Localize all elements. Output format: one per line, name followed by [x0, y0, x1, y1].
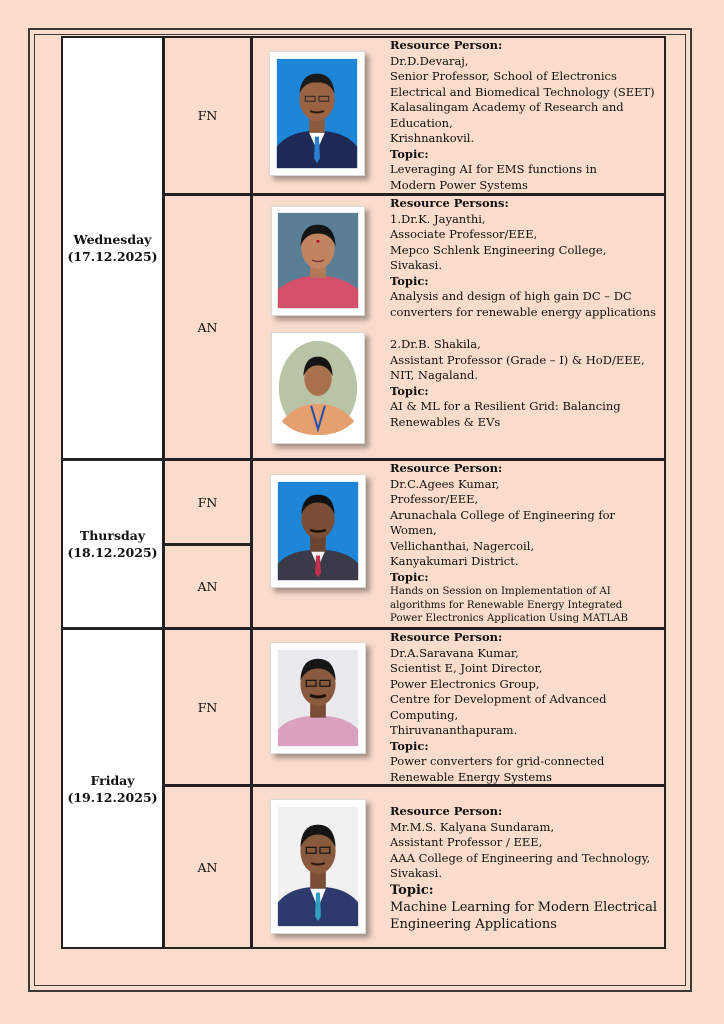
day-date: (18.12.2025) [67, 545, 158, 560]
info-line: Vellichanthai, Nagercoil, [390, 538, 535, 553]
info-line: Women, [390, 523, 437, 537]
speaker-photo-kalyana-sundaram [270, 799, 366, 934]
topic-heading: Topic: [390, 882, 434, 898]
speaker-photo-devaraj [269, 51, 365, 176]
topic-line: Renewable Energy Systems [390, 769, 553, 784]
day-cell-thursday [61, 459, 164, 629]
session-fn-thursday [163, 459, 252, 545]
resource-person-heading: Resource Person: [390, 630, 503, 644]
topic-line: Machine Learning for Modern Electrical [390, 899, 657, 915]
info-line: Dr.A.Saravana Kumar, [390, 645, 519, 660]
resource-person-heading: Resource Person: [390, 461, 503, 475]
day-date: (17.12.2025) [67, 249, 158, 264]
resource-persons-heading: Resource Persons: [390, 196, 509, 210]
info-line: Computing, [390, 707, 459, 722]
info-line: Arunachala College of Engineering for [390, 507, 616, 522]
session-label: FN [197, 494, 218, 510]
info-line: Centre for Development of Advanced [390, 692, 607, 706]
session-label: AN [197, 859, 218, 875]
session-an-thursday [163, 544, 252, 629]
info-line: Mepco Schlenk Engineering College, [390, 242, 607, 257]
topic-line: Power Electronics Application Using MATLAB [390, 613, 628, 624]
session-fn-friday [163, 628, 252, 786]
topic-heading: Topic: [390, 273, 429, 288]
info-line: Education, [390, 115, 453, 130]
session-label: AN [197, 319, 218, 335]
day-cell-wednesday [61, 36, 164, 460]
day-cell-friday [61, 628, 164, 949]
info-line: Mr.M.S. Kalyana Sundaram, [390, 819, 555, 834]
day-name: Wednesday [73, 232, 152, 247]
info-line: 1.Dr.K. Jayanthi, [390, 211, 486, 226]
info-line: Professor/EEE, [390, 492, 479, 506]
topic-line: Leveraging AI for EMS functions in [390, 162, 597, 176]
info-line: 2.Dr.B. Shakila, [390, 337, 481, 351]
topic-line: Analysis and design of high gain DC – DC [390, 289, 632, 303]
info-line: Sivakasi. [390, 866, 442, 880]
topic-line: Modern Power Systems [390, 177, 528, 192]
topic-line: Renewables & EVs [390, 414, 501, 429]
speaker-photo-saravana-kumar [270, 642, 366, 754]
speaker-info-jayanthi [390, 196, 656, 320]
session-label: FN [197, 699, 218, 715]
topic-line: Engineering Applications [390, 916, 557, 932]
speaker-photo-shakila [271, 332, 365, 444]
session-an-wednesday [163, 194, 252, 460]
info-line: Krishnankovil. [390, 131, 475, 145]
day-name: Thursday [79, 528, 146, 543]
info-line: Dr.C.Agees Kumar, [390, 476, 500, 491]
info-line: Sivakasi. [390, 258, 442, 272]
topic-line: algorithms for Renewable Energy Integrated [390, 599, 623, 611]
info-line: AAA College of Engineering and Technology, [390, 850, 651, 865]
info-line: Associate Professor/EEE, [390, 227, 538, 241]
session-label: FN [197, 108, 218, 123]
day-name: Friday [90, 772, 135, 788]
topic-heading: Topic: [390, 146, 429, 161]
topic-line: Hands on Session on Implementation of AI [390, 586, 611, 597]
topic-heading: Topic: [390, 738, 429, 753]
session-an-friday [163, 785, 252, 949]
info-line: NIT, Nagaland. [390, 368, 478, 382]
resource-person-heading: Resource Person: [390, 38, 503, 52]
speaker-info-shakila [390, 337, 645, 430]
topic-heading: Topic: [390, 569, 429, 584]
topic-line: converters for renewable energy applications [390, 304, 656, 319]
speaker-info-agees-kumar [390, 461, 628, 626]
speaker-info-devaraj [390, 38, 655, 193]
info-line: Electrical and Biomedical Technology (SEET) [390, 84, 655, 99]
info-line: Thiruvananthapuram. [390, 723, 518, 737]
day-date: (19.12.2025) [67, 789, 158, 805]
speaker-info-kalyana-sundaram [390, 804, 657, 933]
resource-person-heading: Resource Person: [390, 804, 503, 818]
topic-line: AI & ML for a Resilient Grid: Balancing [390, 399, 621, 413]
topic-line: Power converters for grid-connected [390, 754, 605, 768]
session-label: AN [197, 579, 218, 594]
speaker-photo-agees-kumar [270, 474, 366, 588]
info-line: Power Electronics Group, [390, 676, 540, 691]
speaker-photo-jayanthi [271, 206, 365, 316]
info-line: Assistant Professor / EEE, [390, 835, 543, 849]
info-line: Senior Professor, School of Electronics [390, 69, 617, 83]
speaker-info-saravana-kumar [390, 630, 606, 785]
info-line: Dr.D.Devaraj, [390, 53, 469, 68]
session-fn-wednesday [163, 36, 252, 195]
info-line: Kanyakumari District. [390, 554, 519, 568]
info-line: Scientist E, Joint Director, [390, 661, 543, 675]
topic-heading: Topic: [390, 383, 429, 398]
info-line: Assistant Professor (Grade – I) & HoD/EEE, [390, 352, 645, 367]
info-line: Kalasalingam Academy of Research and [390, 100, 624, 114]
